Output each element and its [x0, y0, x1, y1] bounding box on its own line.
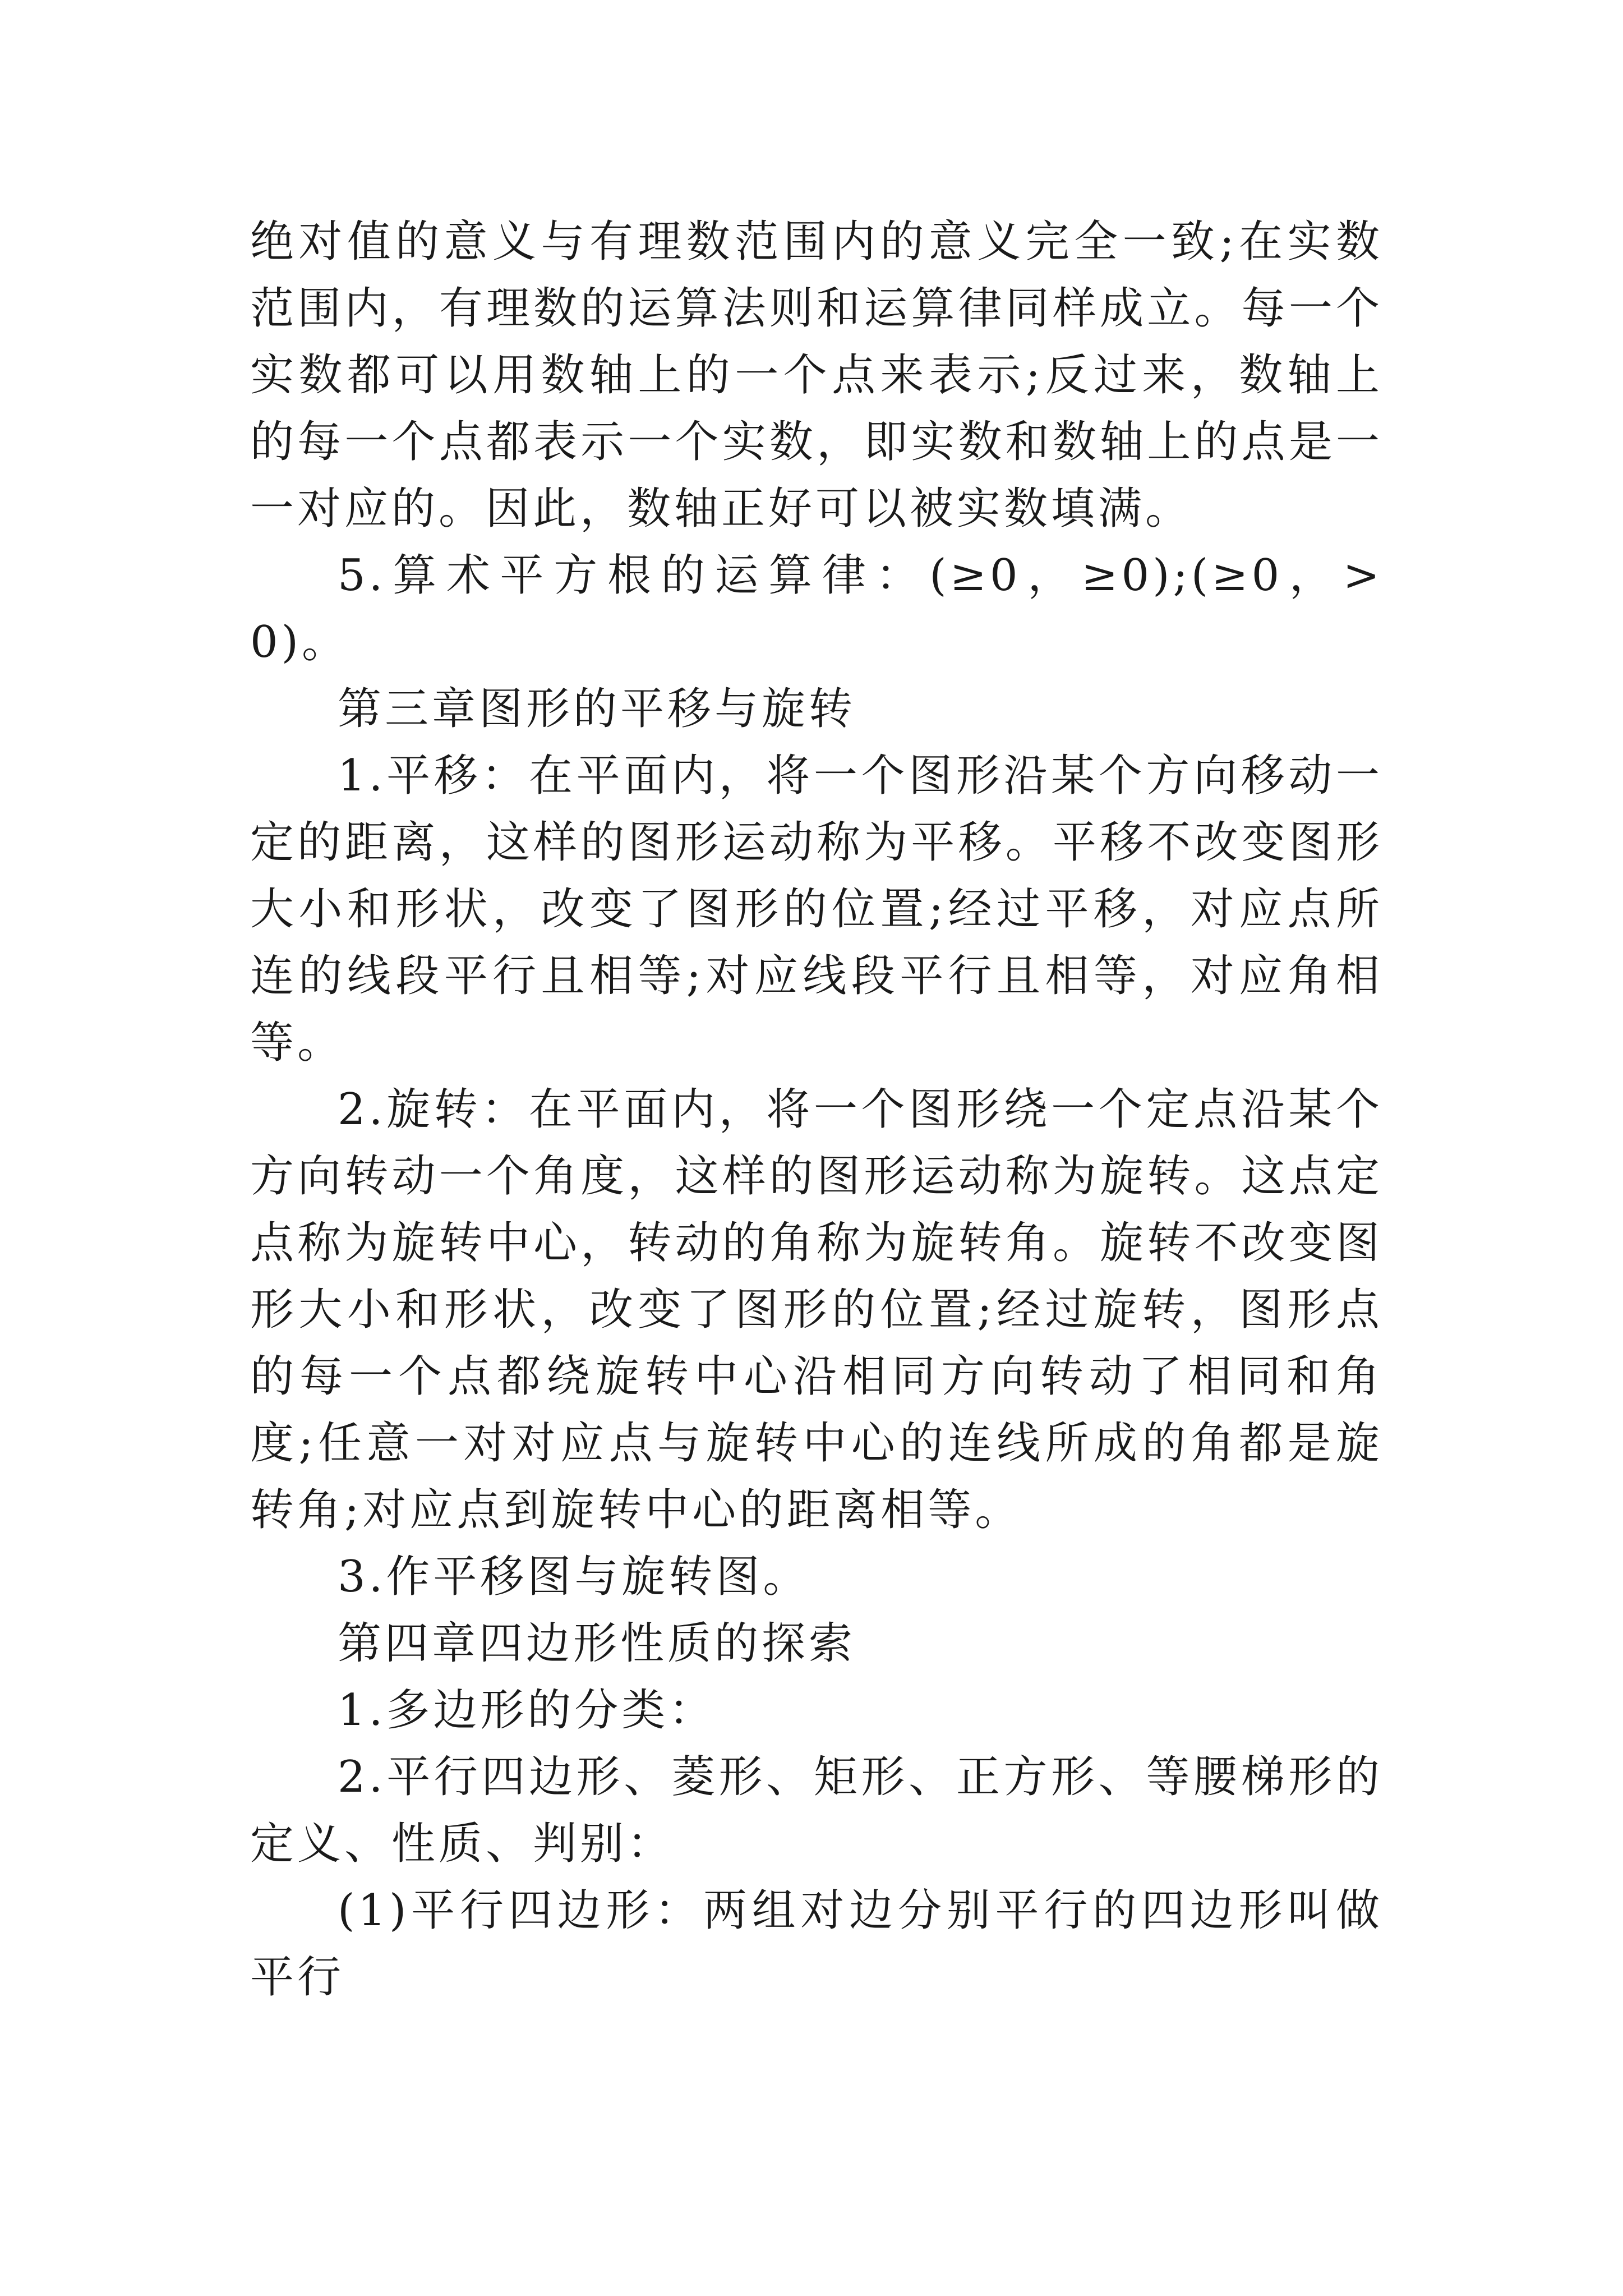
paragraph-polygon-classification: 1.多边形的分类： — [338, 1685, 716, 1736]
paragraph-square-root-rules: 5.算术平方根的运算律：(≥0，≥0);(≥0，>0)。 — [250, 550, 1383, 668]
paragraph-parallelogram: (1)平行四边形：两组对边分别平行的四边形叫做平行 — [250, 1885, 1383, 2003]
chapter-heading-3: 第三章图形的平移与旋转 — [338, 684, 856, 734]
paragraph-real-numbers: 绝对值的意义与有理数范围内的意义完全一致;在实数范围内，有理数的运算法则和运算律同样成立。每一个实数都可以用数轴上的一个点来表示;反过来，数轴上的每一个点都表示一个实数，即实数和数轴上的点是一一对应的。因此，数轴正好可以被实数填满。 — [250, 217, 1383, 534]
paragraph-drawing: 3.作平移图与旋转图。 — [338, 1552, 810, 1602]
paragraph-rotation: 2.旋转：在平面内，将一个图形绕一个定点沿某个方向转动一个角度，这样的图形运动称为旋转。这点定点称为旋转中心，转动的角称为旋转角。旋转不改变图形大小和形状，改变了图形的位置;经过旋转，图形点的每一个点都绕旋转中心沿相同方向转动了相同和角度;任意一对对应点与旋转中心的连线所成的角都是旋转角;对应点到旋转中心的距离相等。 — [250, 1084, 1383, 1535]
chapter-heading-4: 第四章四边形性质的探索 — [338, 1618, 856, 1669]
paragraph-quadrilaterals: 2.平行四边形、菱形、矩形、正方形、等腰梯形的定义、性质、判别： — [250, 1752, 1383, 1869]
body-text — [250, 209, 1383, 2011]
paragraph-translation: 1.平移：在平面内，将一个图形沿某个方向移动一定的距离，这样的图形运动称为平移。平移不改变图形大小和形状，改变了图形的位置;经过平移，对应点所连的线段平行且相等;对应线段平行且相等，对应角相等。 — [250, 751, 1383, 1068]
